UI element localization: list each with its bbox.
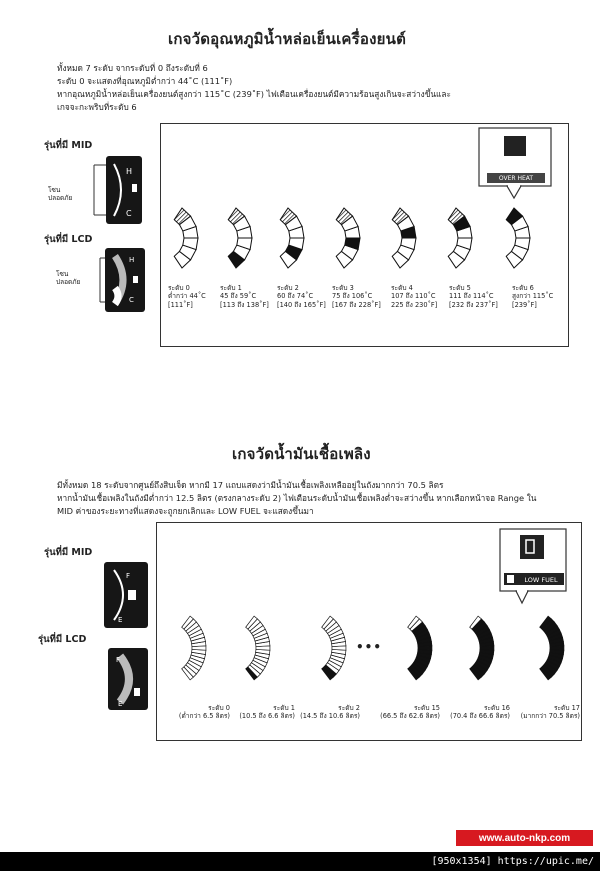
coolant-level-line: [232 ถึง 237˚F] [449, 300, 498, 309]
coolant-level-gauge [274, 200, 314, 276]
site-footer[interactable]: www.auto-nkp.com [456, 830, 593, 846]
fuel-level-label [225, 704, 295, 721]
gauge-h-letter: H [126, 167, 133, 176]
watermark-bar: [950x1354] https://upic.me/ [0, 852, 600, 871]
coolant-level-line: ระดับ 6 [512, 284, 534, 292]
overheat-label: OVER HEAT [498, 175, 534, 182]
fuel-level-gauge [462, 608, 502, 690]
fuel-level-label [370, 704, 440, 721]
coolant-level-line: ระดับ 4 [391, 284, 413, 292]
fuel-level-line: ระดับ 15 [413, 704, 440, 712]
low-fuel-callout [498, 527, 570, 611]
fuel-level-gauge [238, 608, 278, 690]
gauge-c-letter: C [126, 209, 132, 218]
fuel-level-gauge [400, 608, 440, 690]
fuel-level-line: (มากกว่า 70.5 ลิตร) [520, 712, 580, 721]
coolant-level-line: ระดับ 0 [168, 284, 190, 292]
gauge-h-letter: H [129, 256, 135, 264]
coolant-para-line: ระดับ 0 จะแสดงที่อุณหภูมิต่ำกว่า 44˚C (111˚F) [57, 76, 233, 86]
coolant-level-line: 60 ถึง 74˚C [277, 292, 314, 301]
coolant-level-label [277, 284, 326, 309]
fuel-mid-gauge-image [104, 562, 148, 628]
fuel-level-line: ระดับ 2 [338, 704, 360, 712]
mid-safe-zone-label [48, 186, 72, 202]
fuel-level-line: (14.5 ถึง 10.6 ลิตร) [300, 712, 360, 721]
fuel-level-label [510, 704, 580, 721]
fuel-level-line: ระดับ 1 [273, 704, 295, 712]
coolant-level-line: ระดับ 2 [277, 284, 299, 292]
coolant-para-line: หากอุณหภูมิน้ำหล่อเย็นเครื่องยนต์สูงกว่า 115˚C (239˚F) ไฟเตือนเครื่องยนต์มีความร้อนสูงเกินจะสว่างขึ้นและ [57, 89, 451, 99]
coolant-lcd-label: รุ่นที่มี LCD [44, 234, 93, 245]
coolant-level-line: [239˚F] [512, 300, 537, 309]
lcd-safe-zone-label [56, 270, 80, 286]
fuel-mid-label: รุ่นที่มี MID [44, 547, 93, 558]
coolant-level-label [168, 284, 206, 309]
coolant-para-line: เกจจะกะพริบที่ระดับ 6 [57, 102, 137, 112]
coolant-level-line: สูงกว่า 115˚C [512, 292, 554, 301]
fuel-level-label [290, 704, 360, 721]
coolant-level-line: 111 ถึง 114˚C [449, 292, 494, 301]
fuel-para-line: หากน้ำมันเชื้อเพลิงในถังมีต่ำกว่า 12.5 ลิตร (ตรงกลางระดับ 2) ไฟเตือนระดับน้ำมันเชื้อเพลิงต่ำจะสว่างขึ้น หากเลือกหน้าจอ Range ใน [57, 493, 537, 503]
coolant-level-gauge [168, 200, 208, 276]
coolant-description [57, 62, 451, 114]
coolant-level-line: 45 ถึง 59˚C [220, 292, 257, 301]
fuel-level-line: ระดับ 16 [483, 704, 510, 712]
safe-zone-line: โซน [48, 186, 61, 194]
coolant-level-line: [167 ถึง 228˚F] [332, 300, 381, 309]
fuel-level-gauge [532, 608, 572, 690]
fuel-para-line: มีทั้งหมด 18 ระดับจากศูนย์ถึงสิบเจ็ด หากมี 17 แถบแสดงว่ามีน้ำมันเชื้อเพลิงเหลืออยู่ในถังมากกว่า 70.5 ลิตร [57, 480, 444, 490]
safe-zone-line: ปลอดภัย [48, 194, 73, 202]
coolant-level-label [332, 284, 381, 309]
coolant-para-line: ทั้งหมด 7 ระดับ จากระดับที่ 0 ถึงระดับที่ 6 [57, 63, 208, 73]
low-fuel-label: LOW FUEL [524, 576, 558, 584]
coolant-level-gauge [442, 200, 482, 276]
coolant-lcd-gauge-image [105, 248, 145, 312]
coolant-mid-label: รุ่นที่มี MID [44, 140, 93, 151]
gauge-e-letter: E [118, 700, 123, 708]
overheat-callout [477, 126, 555, 210]
coolant-title: เกจวัดอุณหภูมิน้ำหล่อเย็นเครื่องยนต์ [168, 30, 407, 48]
fuel-level-label [160, 704, 230, 721]
fuel-level-line: ระดับ 17 [553, 704, 580, 712]
coolant-level-line: ระดับ 5 [449, 284, 471, 292]
gauge-f-letter: F [126, 572, 131, 580]
fuel-level-gauge [174, 608, 214, 690]
safe-zone-line: โซน [56, 270, 69, 278]
fuel-lcd-gauge-image [108, 648, 148, 710]
fuel-level-line: ระดับ 0 [208, 704, 230, 712]
coolant-level-line: 225 ถึง 230˚F] [391, 300, 438, 309]
fuel-level-line: (10.5 ถึง 6.6 ลิตร) [239, 712, 295, 721]
fuel-level-line: (66.5 ถึง 62.6 ลิตร) [380, 712, 440, 721]
coolant-level-line: [113 ถึง 138˚F] [220, 300, 269, 309]
fuel-para-line: MID ค่าของระยะทางที่แสดงจะถูกยกเลิกและ LOW FUEL จะแสดงขึ้นมา [57, 506, 314, 516]
coolant-level-line: [140 ถึง 165˚F] [277, 300, 326, 309]
coolant-level-gauge [500, 200, 540, 276]
gauge-e-letter: E [118, 616, 123, 624]
gauge-f-letter: F [116, 656, 121, 664]
safe-zone-line: ปลอดภัย [56, 278, 81, 286]
fuel-title: เกจวัดน้ำมันเชื้อเพลิง [232, 445, 371, 463]
coolant-level-gauge [222, 200, 262, 276]
coolant-mid-gauge-image [106, 156, 142, 224]
ellipsis: ••• [356, 640, 383, 654]
coolant-level-label [220, 284, 269, 309]
fuel-level-line: (70.4 ถึง 66.6 ลิตร) [450, 712, 510, 721]
coolant-level-line: 107 ถึง 110˚C [391, 292, 436, 301]
gauge-c-letter: C [129, 296, 134, 304]
coolant-level-line: ต่ำกว่า 44˚C [168, 292, 206, 301]
fuel-level-label [440, 704, 510, 721]
fuel-lcd-label: รุ่นที่มี LCD [38, 634, 87, 645]
coolant-level-gauge [330, 200, 370, 276]
coolant-level-line: [111˚F] [168, 300, 193, 309]
coolant-level-label [512, 284, 553, 309]
coolant-level-gauge [386, 200, 426, 276]
coolant-level-line: ระดับ 1 [220, 284, 242, 292]
coolant-level-label [449, 284, 498, 309]
coolant-level-line: ระดับ 3 [332, 284, 354, 292]
fuel-description [57, 479, 536, 518]
coolant-level-line: 75 ถึง 106˚C [332, 292, 373, 301]
coolant-level-label [391, 284, 437, 309]
fuel-level-line: (ต่ำกว่า 6.5 ลิตร) [178, 712, 230, 721]
fuel-level-gauge [314, 608, 354, 690]
